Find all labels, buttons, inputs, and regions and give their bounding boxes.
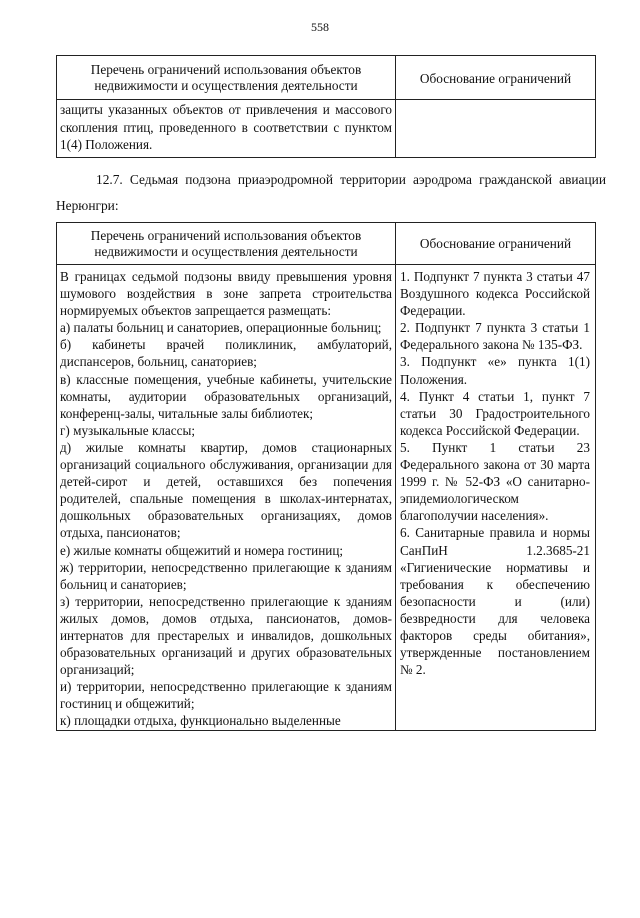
header-restrictions-list: Перечень ограничений использования объектов недвижимости и осуществления деятельности	[57, 56, 396, 100]
table-header-row	[57, 223, 596, 265]
justification-item-5: 5. Пункт 1 статьи 23 Федерального закона от 30 марта 1999 г. № 52-ФЗ «О санитарно-эпидемиологическом благополучии населения».	[400, 439, 590, 524]
restrictions-table-subzone-7	[56, 222, 596, 731]
restriction-item-z: з) территории, непосредственно прилегающие к зданиям жилых домов, домов отдыха, пансионатов, домов-интернатов для престарелых и инвалидов, дошкольных образовательных организаций и других образовательных организаций;	[60, 593, 392, 678]
table-row	[57, 265, 596, 731]
restrictions-table-continued	[56, 55, 596, 158]
restriction-intro: В границах седьмой подзоны ввиду превышения уровня шумового воздействия в зоне запрета строительства нормируемых объектов запрещается размещать:	[60, 269, 392, 319]
restriction-item-b: б) кабинеты врачей поликлиник, амбулаторий, диспансеров, больниц, санаториев;	[60, 337, 392, 370]
justification-item-2: 2. Подпункт 7 пункта 3 статьи 1 Федерального закона № 135-ФЗ.	[400, 320, 590, 353]
section-heading-12-7	[56, 167, 606, 219]
justification-item-4: 4. Пункт 4 статьи 1, пункт 7 статьи 30 Градостроительного кодекса Российской Федерации.	[400, 388, 590, 438]
justification-item-6: 6. Санитарные правила и нормы СанПиН 1.2.3685-21 «Гигиенические нормативы и требования к обеспечению безопасности и (или) безвредности для человека факторов среды обитания», утвержденные постановлением № 2.	[400, 525, 590, 678]
justification-cell	[396, 265, 596, 731]
justification-cell	[396, 100, 596, 158]
header-justification: Обоснование ограничений	[396, 223, 596, 265]
table-row	[57, 100, 596, 158]
restriction-item-a: а) палаты больниц и санаториев, операционные больниц;	[60, 320, 382, 336]
restriction-cell	[57, 265, 396, 731]
header-justification: Обоснование ограничений	[396, 56, 596, 100]
restriction-item-i: и) территории, непосредственно прилегающие к зданиям гостиниц и общежитий;	[60, 679, 392, 712]
restriction-item-d: д) жилые комнаты квартир, домов стационарных организаций социального обслуживания, организации для детей-сирот и детей, оставшихся без попечения родителей, спальные помещения в школах-интернатах, дошкольных образовательных организациях, домов отдыха, пансионатов;	[60, 439, 392, 541]
page-number: 558	[311, 20, 329, 34]
justification-item-1: 1. Подпункт 7 пункта 3 статьи 47 Воздушного кодекса Российской Федерации.	[400, 269, 590, 319]
section-text: 12.7. Седьмая подзона приаэродромной территории аэродрома гражданской авиации Нерюнгри:	[56, 172, 606, 213]
header-restrictions-list: Перечень ограничений использования объектов недвижимости и осуществления деятельности	[57, 223, 396, 265]
restriction-item-g: г) музыкальные классы;	[60, 422, 196, 438]
justification-item-3: 3. Подпункт «е» пункта 1(1) Положения.	[400, 354, 590, 387]
restriction-item-v: в) классные помещения, учебные кабинеты, учительские комнаты, аудитории образовательных организаций, конференц-залы, читальные залы библиотек;	[60, 371, 392, 421]
restriction-cell: защиты указанных объектов от привлечения и массового скопления птиц, проведенного в соответствии с пунктом 1(4) Положения.	[57, 100, 396, 158]
restriction-item-zh: ж) территории, непосредственно прилегающие к зданиям больниц и санаториев;	[60, 559, 392, 592]
restriction-item-k: к) площадки отдыха, функционально выделенные	[60, 713, 341, 729]
restriction-item-e: е) жилые комнаты общежитий и номера гостиниц;	[60, 542, 344, 558]
table-header-row	[57, 56, 596, 100]
